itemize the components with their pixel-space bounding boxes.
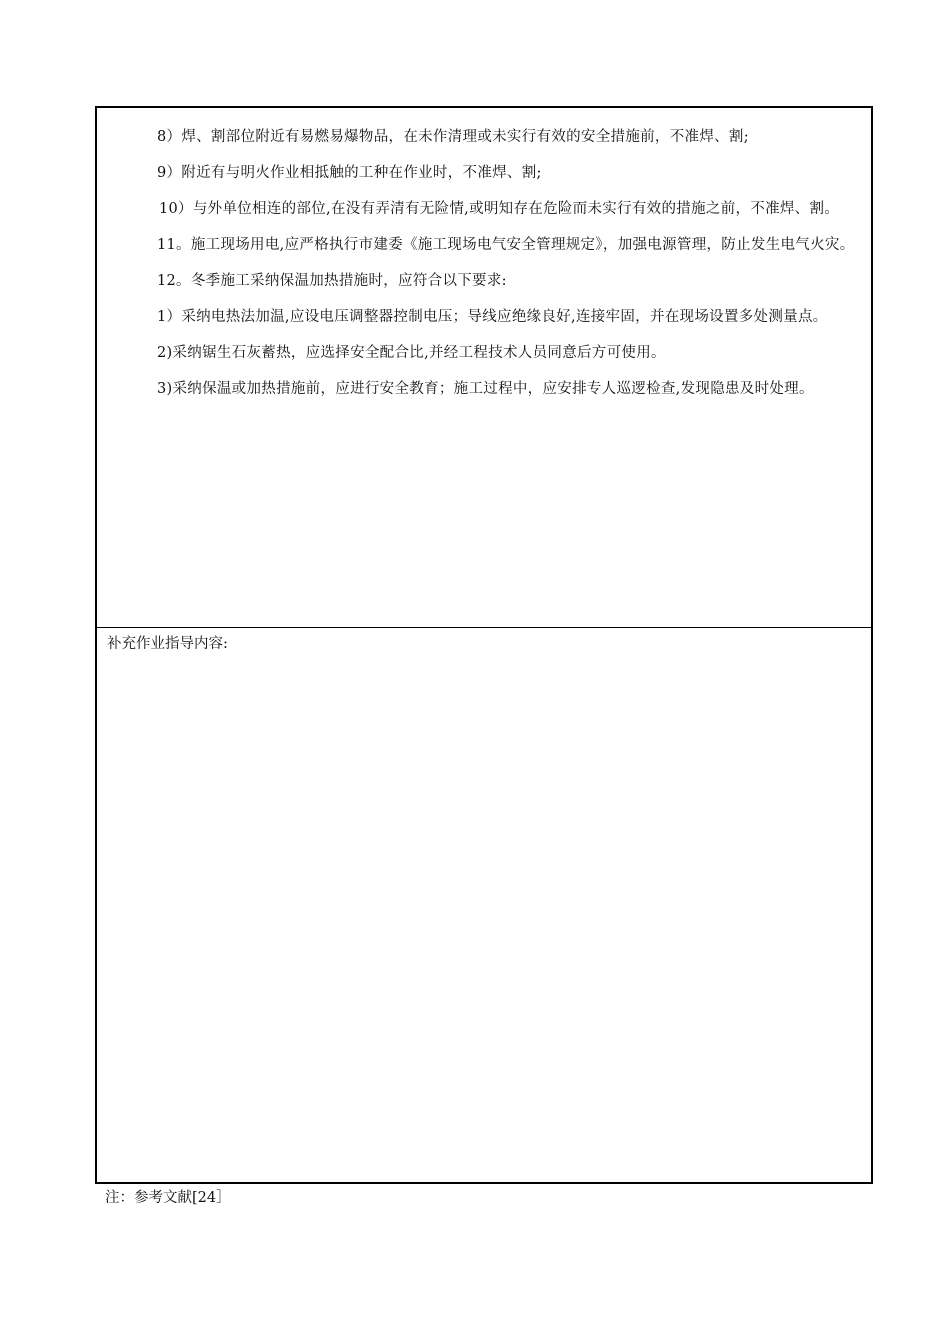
winter-requirement-2: 2)采纳锯生石灰蓄热，应选择安全配合比,并经工程技术人员同意后方可使用。 xyxy=(157,345,666,361)
supplement-cell xyxy=(97,628,871,1184)
winter-requirement-1: 1）采纳电热法加温,应设电压调整器控制电压；导线应绝缘良好,连接牢固，并在现场设置多处测量点。 xyxy=(157,309,828,325)
supplement-label: 补充作业指导内容: xyxy=(107,636,228,652)
requirement-item-11: 11。施工现场用电,应严格执行市建委《施工现场电气安全管理规定》，加强电源管理，防止发生电气火灾。 xyxy=(157,237,855,253)
requirement-item-12: 12。冬季施工采纳保温加热措施时，应符合以下要求: xyxy=(157,273,507,289)
winter-requirement-3: 3)采纳保温或加热措施前，应进行安全教育；施工过程中，应安排专人巡逻检查,发现隐患及时处理。 xyxy=(157,381,814,397)
guidance-table xyxy=(95,106,873,1184)
requirement-item-9: 9）附近有与明火作业相抵触的工种在作业时，不准焊、割; xyxy=(157,165,542,181)
safety-requirements-cell xyxy=(97,108,871,628)
requirement-item-10: 10）与外单位相连的部位,在没有弄清有无险情,或明知存在危险而未实行有效的措施之前，不准焊、割。 xyxy=(159,201,840,217)
requirement-item-8: 8）焊、割部位附近有易燃易爆物品，在未作清理或未实行有效的安全措施前，不准焊、割; xyxy=(157,129,749,145)
reference-footnote: 注：参考文献[24］ xyxy=(105,1190,231,1206)
